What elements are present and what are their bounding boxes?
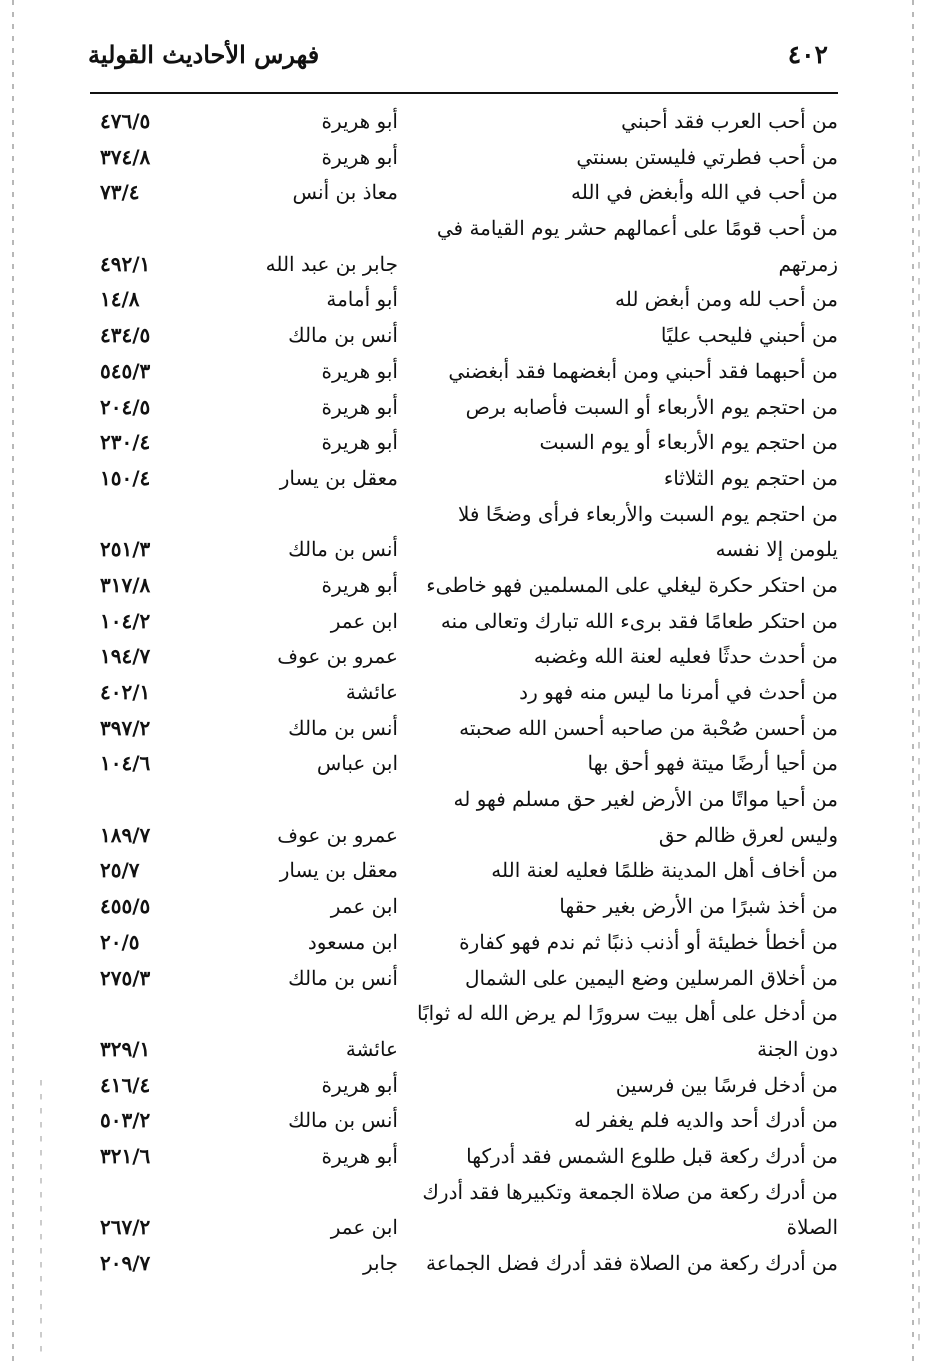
entry-line [100,818,838,854]
entry-line [100,996,838,1032]
index-entry [100,1246,838,1282]
hadith-text: من أدرك ركعة من صلاة الجمعة وتكبيرها فقد أدرك [422,1179,838,1204]
index-entry [100,1175,838,1246]
volume-page-reference: ٧٣/٤ [100,180,140,205]
narrator-name: ابن عباس [316,751,398,776]
hadith-text: من أحيا أرضًا ميتة فهو أحق بها [587,751,838,776]
scan-edge-dots-right [912,0,914,1364]
hadith-text: من أحب فطرتي فليستن بسنتي [576,144,838,169]
volume-page-reference: ١٠٤/٢ [100,608,151,633]
index-entry [100,461,838,497]
narrator-name: معقل بن يسار [279,858,398,883]
entry-line [100,104,838,140]
index-entry [100,604,838,640]
narrator-name: أنس بن مالك [288,1108,398,1133]
volume-page-reference: ٢٥/٧ [100,858,140,883]
scan-edge-dots-left-inner [40,1080,42,1360]
volume-page-reference: ١٩٤/٧ [100,644,151,669]
entry-line [100,568,838,604]
narrator-name: أنس بن مالك [288,537,398,562]
hadith-text: من أخاف أهل المدينة ظلمًا فعليه لعنة الله [491,858,838,883]
narrator-name: أبو هريرة [321,358,398,383]
narrator-name: ابن عمر [330,894,398,919]
narrator-name: معقل بن يسار [279,465,398,490]
index-entry [100,746,838,782]
entry-line [100,354,838,390]
volume-page-reference: ٢٦٧/٢ [100,1215,151,1240]
hadith-text: من أدرك ركعة من الصلاة فقد أدرك فضل الجماعة [425,1251,838,1275]
index-entry [100,961,838,997]
volume-page-reference: ٤٥٥/٥ [100,894,151,919]
volume-page-reference: ٤١٦/٤ [100,1072,151,1097]
narrator-name: أنس بن مالك [288,323,398,348]
narrator-name: أبو هريرة [321,1143,398,1168]
volume-page-reference: ٢٥١/٣ [100,537,151,562]
entry-line [100,247,838,283]
entry-line [100,425,838,461]
index-entry [100,925,838,961]
entry-line [100,639,838,675]
volume-page-reference: ١٤/٨ [100,287,140,312]
volume-page-reference: ٢٠٤/٥ [100,394,151,419]
hadith-text: من احتجم يوم الأربعاء أو يوم السبت [539,430,838,455]
narrator-name: أبو هريرة [321,1072,398,1097]
narrator-name: أبو هريرة [321,144,398,169]
volume-page-reference: ٣١٧/٨ [100,572,151,597]
index-entry [100,497,838,568]
volume-page-reference: ٣٩٧/٢ [100,715,151,740]
page-header [88,38,828,82]
narrator-name: أبو هريرة [321,572,398,597]
volume-page-reference: ١٥٠/٤ [100,465,151,490]
entry-line [100,1032,838,1068]
hadith-text: من احتكر حكرة ليغلي على المسلمين فهو خاطىء [426,572,838,597]
hadith-text: الصلاة [786,1215,838,1240]
entry-line [100,140,838,176]
hadith-text: من أدرك أحد والديه فلم يغفر له [574,1108,838,1133]
volume-page-reference: ٢٠/٥ [100,929,140,954]
entry-line [100,853,838,889]
hadith-text: من أحدث حدثًا فعليه لعنة الله وغضبه [533,644,838,669]
entry-line [100,1210,838,1246]
narrator-name: ابن مسعود [307,929,398,954]
index-entry [100,782,838,853]
entry-line [100,1246,838,1282]
page-number: ٤٠٢ [787,40,828,69]
header-rule [90,92,838,94]
volume-page-reference: ٣٢١/٦ [100,1143,151,1168]
volume-page-reference: ٣٧٤/٨ [100,144,151,169]
volume-page-reference: ٥٠٣/٢ [100,1108,151,1133]
index-entry [100,889,838,925]
narrator-name: معاذ بن أنس [292,180,398,205]
index-entry [100,1068,838,1104]
narrator-name: أبو هريرة [321,430,398,455]
narrator-name: ابن عمر [330,608,398,633]
volume-page-reference: ٣٢٩/١ [100,1036,151,1061]
volume-page-reference: ٤٠٢/١ [100,680,151,704]
hadith-text: من أدخل على أهل بيت سرورًا لم يرض الله له ثوابًا [417,1001,838,1026]
index-entry [100,140,838,176]
entry-line [100,604,838,640]
index-entry [100,425,838,461]
hadith-text: من احتكر طعامًا فقد برىء الله تبارك وتعالى منه [440,608,838,633]
entry-line [100,782,838,818]
index-entry [100,639,838,675]
hadith-text: من أحبهما فقد أحبني ومن أبغضهما فقد أبغضني [448,358,838,383]
volume-page-reference: ٢٧٥/٣ [100,965,151,990]
entry-line [100,390,838,426]
hadith-text: دون الجنة [757,1036,838,1061]
index-entry [100,996,838,1067]
index-entry [100,711,838,747]
entry-line [100,461,838,497]
volume-page-reference: ٢٣٠/٤ [100,430,151,455]
narrator-name: عائشة [345,680,398,704]
hadith-text: من احتجم يوم الثلاثاء [663,465,838,490]
entry-line [100,1139,838,1175]
hadith-text: من أحسن صُحْبة من صاحبه أحسن الله صحبته [459,715,838,740]
index-entry [100,175,838,211]
hadith-text: من أدرك ركعة قبل طلوع الشمس فقد أدركها [466,1143,838,1168]
hadith-text: من احتجم يوم الأربعاء أو السبت فأصابه برص [465,394,838,419]
hadith-index-list [100,104,838,1282]
hadith-text: من أحبني فليحب عليًا [660,323,838,348]
entry-line [100,961,838,997]
volume-page-reference: ٤٧٦/٥ [100,109,151,133]
hadith-text: من أحيا مواتًا من الأرض لغير حق مسلم فهو له [453,787,838,812]
narrator-name: ابن عمر [330,1215,398,1240]
index-entry [100,211,838,282]
index-entry [100,354,838,390]
hadith-text: من أحب في الله وأبغض في الله [570,180,838,205]
narrator-name: عائشة [345,1036,398,1061]
narrator-name: أبو أمامة [326,287,398,312]
volume-page-reference: ٤٩٢/١ [100,251,151,276]
hadith-text: زمرتهم [778,251,838,276]
hadith-text: من أحدث في أمرنا ما ليس منه فهو رد [519,680,838,704]
volume-page-reference: ١٠٤/٦ [100,751,151,776]
narrator-name: أنس بن مالك [288,715,398,740]
hadith-text: من أخطأ خطيئة أو أذنب ذنبًا ثم ندم فهو كفارة [459,929,838,954]
scan-edge-dots-left [12,0,14,1364]
index-entry [100,853,838,889]
narrator-name: أبو هريرة [321,394,398,419]
index-entry [100,318,838,354]
narrator-name: أنس بن مالك [288,965,398,990]
hadith-text: من أخذ شبرًا من الأرض بغير حقها [559,894,838,919]
index-entry [100,1103,838,1139]
entry-line [100,746,838,782]
entry-line [100,497,838,533]
narrator-name: أبو هريرة [321,109,398,133]
entry-line [100,211,838,247]
scan-edge-dots-right-inner [918,150,920,1350]
entry-line [100,889,838,925]
index-entry [100,568,838,604]
hadith-text: من أحب لله ومن أبغض لله [614,287,838,312]
entry-line [100,282,838,318]
hadith-text: من أحب قومًا على أعمالهم حشر يوم القيامة في [436,216,838,241]
narrator-name: عمرو بن عوف [277,822,398,847]
hadith-text: من أحب العرب فقد أحبني [621,109,838,133]
volume-page-reference: ٢٠٩/٧ [100,1251,151,1275]
hadith-text: من أخلاق المرسلين وضع اليمين على الشمال [464,965,838,990]
entry-line [100,1175,838,1211]
entry-line [100,711,838,747]
volume-page-reference: ١٨٩/٧ [100,822,151,847]
entry-line [100,675,838,711]
hadith-text: من احتجم يوم السبت والأربعاء فرأى وضحًا فلا [458,501,838,526]
index-entry [100,282,838,318]
narrator-name: عمرو بن عوف [277,644,398,669]
hadith-text: يلومن إلا نفسه [715,537,838,562]
entry-line [100,1068,838,1104]
entry-line [100,1103,838,1139]
hadith-text: من أدخل فرسًا بين فرسين [615,1072,838,1097]
volume-page-reference: ٥٤٥/٣ [100,358,151,383]
entry-line [100,175,838,211]
index-entry [100,1139,838,1175]
index-entry [100,675,838,711]
volume-page-reference: ٤٣٤/٥ [100,323,151,348]
index-entry [100,390,838,426]
entry-line [100,318,838,354]
running-title: فهرس الأحاديث القولية [88,40,320,69]
narrator-name: جابر بن عبد الله [265,251,398,276]
entry-line [100,925,838,961]
narrator-name: جابر [362,1251,398,1275]
entry-line [100,532,838,568]
hadith-text: وليس لعرق ظالم حق [658,822,838,847]
index-entry [100,104,838,140]
